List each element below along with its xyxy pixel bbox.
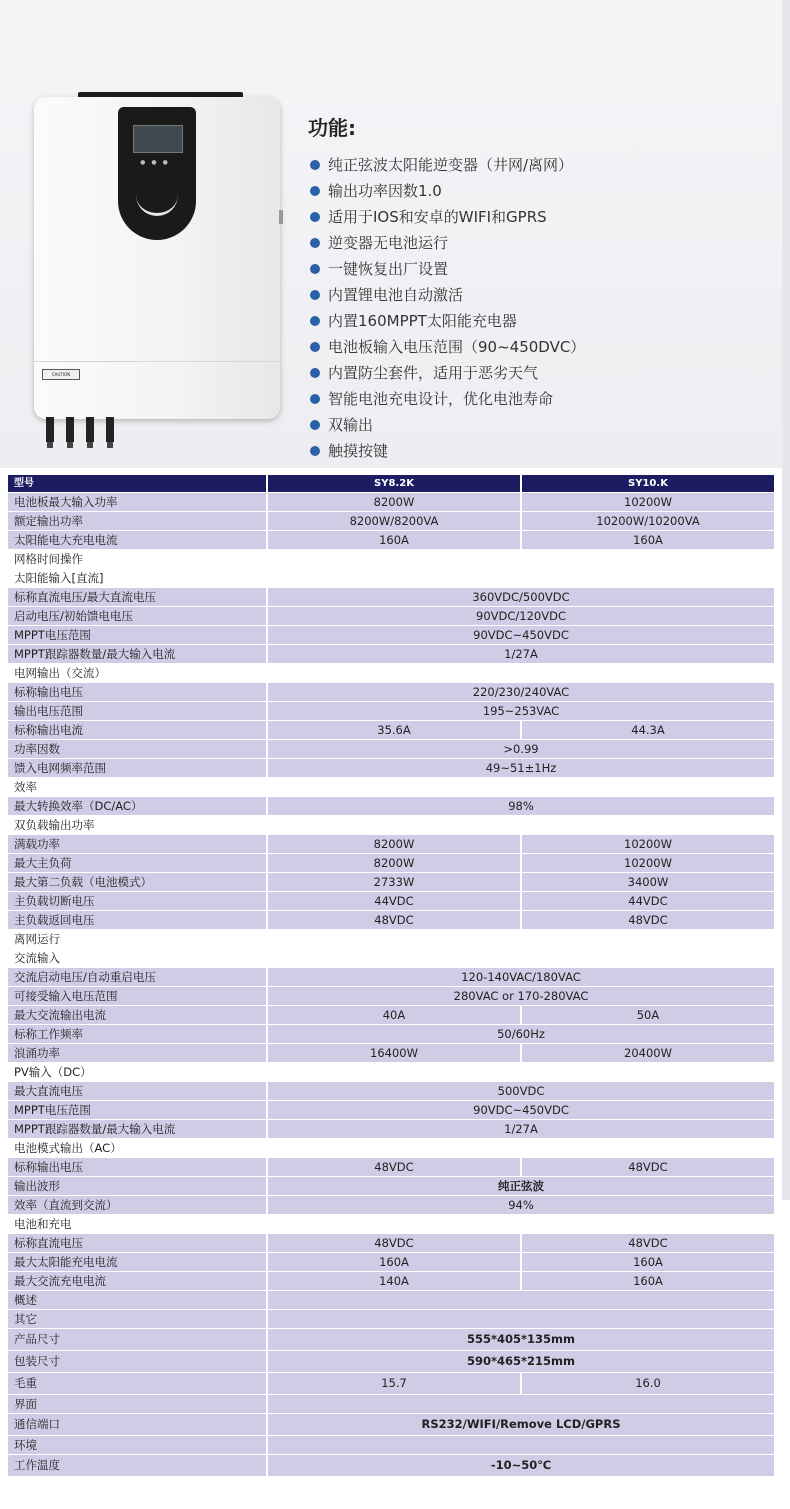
table-row [8, 987, 775, 1006]
row-label: 主负载返回电压 [8, 911, 267, 930]
row-label: 输出波形 [8, 1177, 267, 1196]
row-value: 90VDC~450VDC [267, 1101, 775, 1120]
row-value-a: 16400W [267, 1044, 521, 1063]
row-value-b: 44VDC [521, 892, 775, 911]
row-label: 主负载切断电压 [8, 892, 267, 911]
row-value-b: 50A [521, 1006, 775, 1025]
row-label: 最大第二负载（电池模式） [8, 873, 267, 892]
section-filler [267, 1139, 775, 1158]
feature-item: 智能电池充电设计，优化电池寿命 [310, 386, 585, 412]
table-row [8, 930, 775, 949]
section-label: 效率 [8, 778, 267, 797]
row-value-a: 40A [267, 1006, 521, 1025]
row-value: 90VDC~450VDC [267, 626, 775, 645]
table-row [8, 1373, 775, 1395]
row-value-b: 10200W [521, 854, 775, 873]
table-row [8, 588, 775, 607]
table-row [8, 664, 775, 683]
row-value-b: 20400W [521, 1044, 775, 1063]
table-row [8, 702, 775, 721]
table-row [8, 778, 775, 797]
row-value: 纯正弦波 [267, 1177, 775, 1196]
section-filler [267, 778, 775, 797]
feature-item: 输出功率因数1.0 [310, 178, 585, 204]
row-value-b: 160A [521, 1253, 775, 1272]
table-row [8, 1006, 775, 1025]
caution-label: CAUTION [42, 369, 80, 380]
table-row [8, 1414, 775, 1436]
row-value: >0.99 [267, 740, 775, 759]
table-row [8, 1101, 775, 1120]
row-value-a: 48VDC [267, 911, 521, 930]
row-value-a: 8200W [267, 835, 521, 854]
header-model-a: SY8.2K [267, 475, 521, 493]
table-row [8, 759, 775, 778]
table-row [8, 949, 775, 968]
section-label: 双负载输出功率 [8, 816, 267, 835]
section-filler [267, 1310, 775, 1329]
section-filler [267, 550, 775, 569]
table-row [8, 645, 775, 664]
row-value-a: 8200W [267, 854, 521, 873]
row-value-b: 16.0 [521, 1373, 775, 1395]
section-filler [267, 1395, 775, 1414]
row-value-b: 48VDC [521, 1234, 775, 1253]
cable-connector-icon [86, 417, 94, 442]
row-value-b: 48VDC [521, 911, 775, 930]
section-label: 电池模式输出（AC） [8, 1139, 267, 1158]
inverter-control-panel [118, 107, 196, 240]
row-value: 120-140VAC/180VAC [267, 968, 775, 987]
spec-table [8, 475, 776, 1477]
section-label: 网格时间操作 [8, 550, 267, 569]
row-label: 太阳能电大充电电流 [8, 531, 267, 550]
row-value: 90VDC/120VDC [267, 607, 775, 626]
table-row [8, 1310, 775, 1329]
row-label: 最大直流电压 [8, 1082, 267, 1101]
row-value: 280VAC or 170-280VAC [267, 987, 775, 1006]
row-label: 额定输出功率 [8, 512, 267, 531]
row-value-a: 160A [267, 1253, 521, 1272]
row-label: MPPT电压范围 [8, 626, 267, 645]
row-value-a: 160A [267, 531, 521, 550]
row-label: 浪涌功率 [8, 1044, 267, 1063]
features-list [310, 152, 585, 464]
row-value-a: 140A [267, 1272, 521, 1291]
section-label: 电池和充电 [8, 1215, 267, 1234]
row-label: 启动电压/初始馈电电压 [8, 607, 267, 626]
row-label: 功率因数 [8, 740, 267, 759]
table-row [8, 1234, 775, 1253]
row-value: 49~51±1Hz [267, 759, 775, 778]
table-row [8, 1044, 775, 1063]
row-label: 最大交流输出电流 [8, 1006, 267, 1025]
row-value: 220/230/240VAC [267, 683, 775, 702]
row-value-b: 3400W [521, 873, 775, 892]
row-label: 标称输出电压 [8, 1158, 267, 1177]
header-model: 型号 [8, 475, 267, 493]
table-row [8, 512, 775, 531]
row-label: 标称输出电压 [8, 683, 267, 702]
row-value-a: 44VDC [267, 892, 521, 911]
row-value-a: 8200W/8200VA [267, 512, 521, 531]
row-value: 94% [267, 1196, 775, 1215]
feature-item: 内置锂电池自动激活 [310, 282, 585, 308]
touch-buttons-icon: ●●● [140, 159, 174, 166]
table-row [8, 968, 775, 987]
table-row [8, 531, 775, 550]
row-value: 500VDC [267, 1082, 775, 1101]
row-label: 电池板最大输入功率 [8, 493, 267, 512]
feature-item: 触摸按键 [310, 438, 585, 464]
table-row [8, 1177, 775, 1196]
table-row [8, 1329, 775, 1351]
page-edge [782, 0, 790, 1200]
table-row [8, 1196, 775, 1215]
row-label: 标称输出电流 [8, 721, 267, 740]
section-filler [267, 1291, 775, 1310]
table-row [8, 1120, 775, 1139]
row-label: 最大主负荷 [8, 854, 267, 873]
section-label: 界面 [8, 1395, 267, 1414]
row-value-a: 35.6A [267, 721, 521, 740]
table-row [8, 1455, 775, 1477]
row-label: 最大太阳能充电电流 [8, 1253, 267, 1272]
section-filler [267, 930, 775, 949]
feature-item: 逆变器无电池运行 [310, 230, 585, 256]
table-row [8, 626, 775, 645]
table-row [8, 1291, 775, 1310]
table-row [8, 740, 775, 759]
row-value: RS232/WIFI/Remove LCD/GPRS [267, 1414, 775, 1436]
table-row [8, 1082, 775, 1101]
table-row [8, 835, 775, 854]
section-label: 环境 [8, 1436, 267, 1455]
section-label: 离网运行 [8, 930, 267, 949]
row-label: MPPT跟踪器数量/最大输入电流 [8, 1120, 267, 1139]
row-value: 555*405*135mm [267, 1329, 775, 1351]
table-row [8, 911, 775, 930]
section-filler [267, 816, 775, 835]
row-label: 可接受输入电压范围 [8, 987, 267, 1006]
row-value: 50/60Hz [267, 1025, 775, 1044]
table-row [8, 1025, 775, 1044]
row-value-a: 2733W [267, 873, 521, 892]
section-label: 其它 [8, 1310, 267, 1329]
table-row [8, 892, 775, 911]
row-value: 98% [267, 797, 775, 816]
feature-item: 双输出 [310, 412, 585, 438]
row-label: 工作温度 [8, 1455, 267, 1477]
table-row [8, 1215, 775, 1234]
cable-connector-icon [46, 417, 54, 442]
feature-item: 内置160MPPT太阳能充电器 [310, 308, 585, 334]
table-row [8, 873, 775, 892]
inverter-cover-seam [34, 361, 280, 362]
table-row [8, 1351, 775, 1373]
row-label: 最大交流充电电流 [8, 1272, 267, 1291]
feature-item: 一键恢复出厂设置 [310, 256, 585, 282]
table-row [8, 721, 775, 740]
section-filler [267, 1436, 775, 1455]
row-value-b: 10200W [521, 493, 775, 512]
table-row [8, 1158, 775, 1177]
lcd-screen [133, 125, 183, 153]
row-label: 毛重 [8, 1373, 267, 1395]
row-value-b: 48VDC [521, 1158, 775, 1177]
table-row [8, 569, 775, 588]
section-label: 交流输入 [8, 949, 267, 968]
row-value-b: 160A [521, 531, 775, 550]
table-row [8, 1253, 775, 1272]
table-row [8, 1272, 775, 1291]
table-row [8, 1436, 775, 1455]
row-value-a: 48VDC [267, 1158, 521, 1177]
row-value: 1/27A [267, 1120, 775, 1139]
feature-item: 适用于IOS和安卓的WIFI和GPRS [310, 204, 585, 230]
row-label: 满载功率 [8, 835, 267, 854]
table-row [8, 683, 775, 702]
row-value: 590*465*215mm [267, 1351, 775, 1373]
row-label: 效率（直流到交流） [8, 1196, 267, 1215]
row-value-a: 15.7 [267, 1373, 521, 1395]
section-filler [267, 949, 775, 968]
table-header-row [8, 475, 775, 493]
section-label: 电网输出（交流） [8, 664, 267, 683]
row-value: 195~253VAC [267, 702, 775, 721]
table-row [8, 797, 775, 816]
row-label: 包装尺寸 [8, 1351, 267, 1373]
header-model-b: SY10.K [521, 475, 775, 493]
table-row [8, 493, 775, 512]
section-filler [267, 1063, 775, 1082]
feature-item: 电池板输入电压范围（90~450DVC） [310, 334, 585, 360]
row-label: 标称工作频率 [8, 1025, 267, 1044]
row-value-b: 10200W/10200VA [521, 512, 775, 531]
section-label: 太阳能输入[直流] [8, 569, 267, 588]
row-label: 标称直流电压/最大直流电压 [8, 588, 267, 607]
cable-connector-icon [106, 417, 114, 442]
features-title: 功能: [308, 116, 356, 140]
section-filler [267, 664, 775, 683]
feature-item: 纯正弦波太阳能逆变器（井网/离网） [310, 152, 585, 178]
row-label: 交流启动电压/自动重启电压 [8, 968, 267, 987]
row-value: 1/27A [267, 645, 775, 664]
table-row [8, 550, 775, 569]
row-label: MPPT跟踪器数量/最大输入电流 [8, 645, 267, 664]
row-value: 360VDC/500VDC [267, 588, 775, 607]
section-label: PV输入（DC） [8, 1063, 267, 1082]
section-label: 概述 [8, 1291, 267, 1310]
table-row [8, 1395, 775, 1414]
section-filler [267, 569, 775, 588]
row-label: 通信端口 [8, 1414, 267, 1436]
feature-item: 内置防尘套件，适用于恶劣天气 [310, 360, 585, 386]
row-value-a: 8200W [267, 493, 521, 512]
row-value: -10~50℃ [267, 1455, 775, 1477]
row-label: 产品尺寸 [8, 1329, 267, 1351]
table-row [8, 607, 775, 626]
row-value-b: 160A [521, 1272, 775, 1291]
table-row [8, 1139, 775, 1158]
row-value-b: 10200W [521, 835, 775, 854]
row-label: 输出电压范围 [8, 702, 267, 721]
table-row [8, 816, 775, 835]
cable-connector-icon [66, 417, 74, 442]
row-value-a: 48VDC [267, 1234, 521, 1253]
side-vent [279, 210, 283, 224]
table-row [8, 1063, 775, 1082]
table-row [8, 854, 775, 873]
row-value-b: 44.3A [521, 721, 775, 740]
row-label: MPPT电压范围 [8, 1101, 267, 1120]
logo-arc-icon [136, 193, 178, 216]
row-label: 最大转换效率（DC/AC） [8, 797, 267, 816]
row-label: 馈入电网频率范围 [8, 759, 267, 778]
row-label: 标称直流电压 [8, 1234, 267, 1253]
section-filler [267, 1215, 775, 1234]
